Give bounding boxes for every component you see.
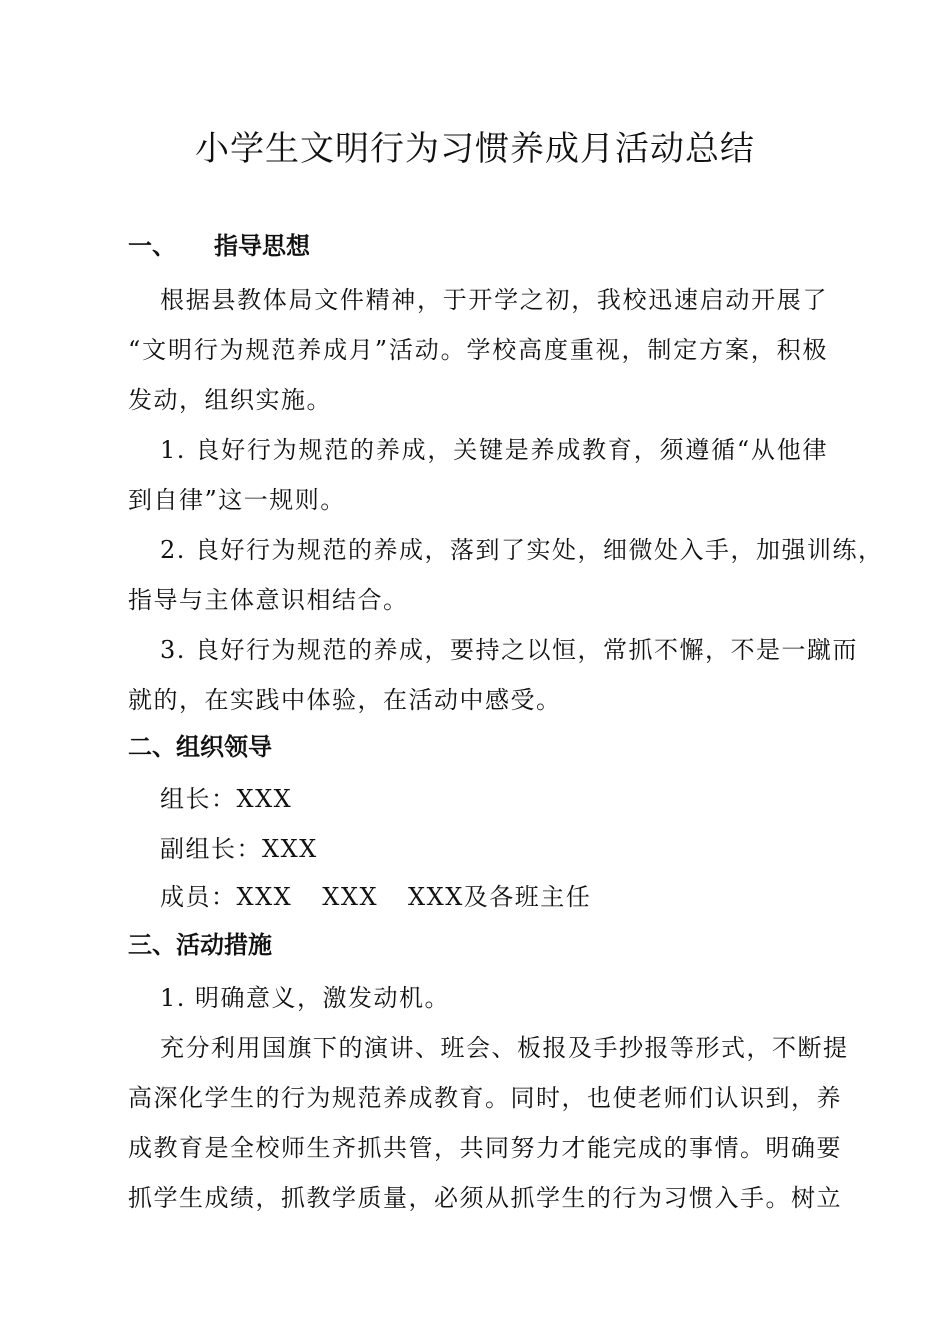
list-item-line: 2. 良好行为规范的养成，落到了实处，细微处入手，加强训练，	[160, 536, 884, 564]
section-1-title: 指导思想	[214, 232, 310, 260]
section-2-heading: 二、组织领导	[128, 733, 272, 761]
paragraph-line: 高深化学生的行为规范养成教育。同时，也使老师们认识到，养	[128, 1084, 842, 1112]
section-3-heading: 三、活动措施	[128, 931, 272, 959]
list-item-line: 就的，在实践中体验，在活动中感受。	[128, 686, 562, 714]
paragraph-line: 成教育是全校师生齐抓共管，共同努力才能完成的事情。明确要	[128, 1134, 842, 1162]
document-title: 小学生文明行为习惯养成月活动总结	[195, 129, 755, 169]
list-item-line: 1. 明确意义，激发动机。	[160, 984, 451, 1012]
members-label: 成员：XXX	[160, 883, 293, 911]
list-item-line: 指导与主体意识相结合。	[128, 586, 409, 614]
list-item-line: 1. 良好行为规范的养成，关键是养成教育，须遵循“从他律	[160, 436, 828, 464]
paragraph-line: 根据县教体局文件精神，于开学之初，我校迅速启动开展了	[160, 286, 828, 314]
member-2: XXX	[322, 883, 379, 911]
paragraph-line: 发动，组织实施。	[128, 386, 332, 414]
paragraph-line: 充分利用国旗下的演讲、班会、板报及手抄报等形式，不断提	[160, 1034, 849, 1062]
paragraph-line: “文明行为规范养成月”活动。学校高度重视，制定方案，积极	[128, 336, 828, 364]
members-line	[160, 877, 860, 917]
leader-line: 组长：XXX	[160, 785, 293, 813]
deputy-leader-line: 副组长：XXX	[160, 835, 318, 863]
paragraph-line: 抓学生成绩，抓教学质量，必须从抓学生的行为习惯入手。树立	[128, 1184, 842, 1212]
list-item-line: 到自律”这一规则。	[128, 486, 346, 514]
list-item-line: 3. 良好行为规范的养成，要持之以恒，常抓不懈，不是一蹴而	[160, 636, 859, 664]
section-1-number: 一、	[128, 232, 176, 260]
section-1-heading	[128, 226, 310, 266]
member-3: XXX及各班主任	[408, 883, 592, 911]
